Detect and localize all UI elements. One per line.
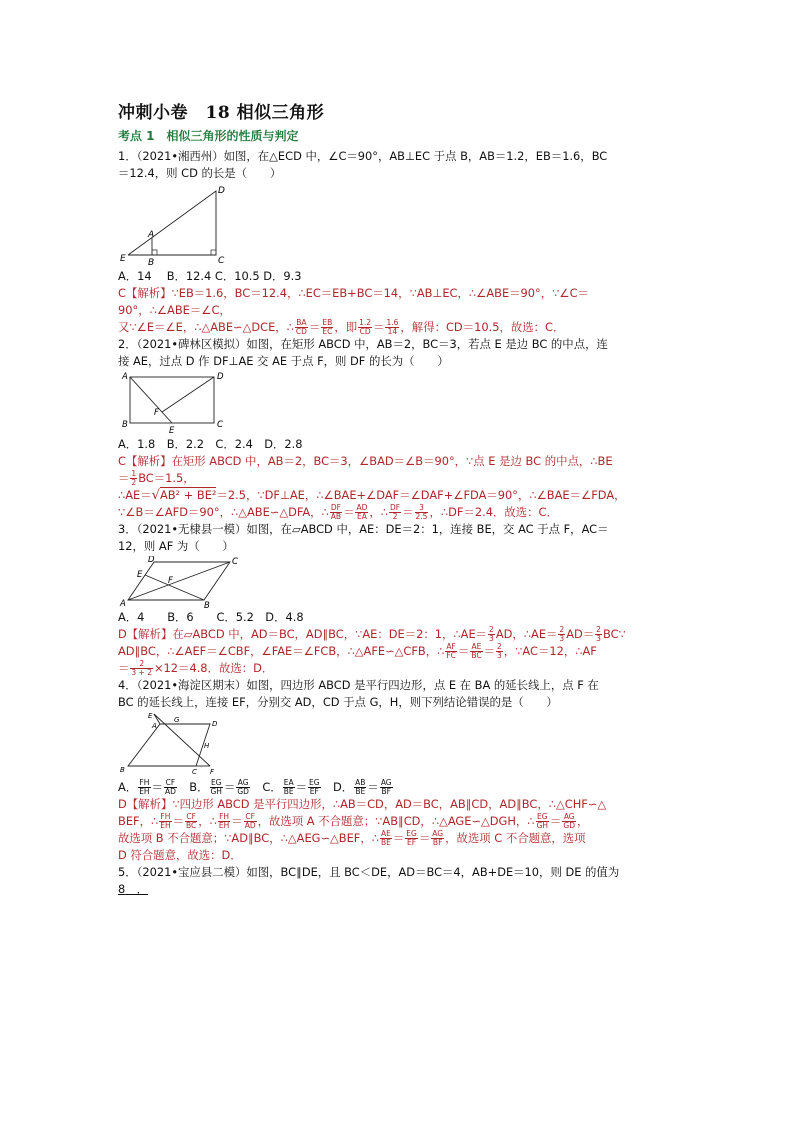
q2-label-A: A <box>122 372 128 382</box>
q2-stem-line2: 接 AE，过点 D 作 DF⊥AE 交 AE 于点 F，则 DF 的长为（ ） <box>118 354 449 368</box>
q4-solution-line2: BEF，∴ $\frac{FH}{EH}$ ＝ $\frac{CF}{BC}$ ，∴ $\frac{FH}{EH}$ ＝ $\frac{CF}{AD}$ ，故选项 A 不合题意；∵AB∥CD，∴△AGE∽△DGH，∴ $\frac{EG}{GH}$ ＝ $\frac{AG}{GD}$ ， <box>118 812 589 830</box>
q3-label-E: E <box>137 570 143 580</box>
q2-solution-line4: ∵∠B＝∠AFD＝90°，∴△ABE∽△DFA，∴ $\frac{DF}{AB}$ ＝ $\frac{AD}{EA}$ ，∴ $\frac{DF}{2}$ ＝ $\frac{3}{2.5}$ ，∴DF＝2.4．故选：C． <box>118 503 558 521</box>
q2-solution-line3: ∴AE＝√AB² + BE²＝2.5，∵DF⊥AE，∴∠BAE+∠DAF＝∠DAF+∠FDA＝90°，∴∠BAE＝∠FDA， <box>118 488 626 503</box>
q2-label-E: E <box>169 426 175 435</box>
q2-label-F: F <box>154 408 159 418</box>
q1-triangle-figure <box>118 183 248 267</box>
worksheet-page <box>118 98 678 898</box>
q1-choices: A．14 B．12.4 C．10.5 D．9.3 <box>118 269 302 283</box>
q1-label-C: C <box>218 256 225 266</box>
q1-label-A: A <box>148 230 155 240</box>
q5-answer: 8 <box>118 882 126 896</box>
q3-stem-line2: 12，则 AF 为（ ） <box>118 539 234 553</box>
q3-choices: A．4 B．6 C．5.2 D．4.8 <box>118 610 304 624</box>
q2-label-D: D <box>217 372 224 382</box>
q4-label-E: E <box>148 712 153 720</box>
q1-label-E: E <box>120 254 126 264</box>
q3-label-B: B <box>204 601 210 608</box>
q3-label-F: F <box>168 576 173 586</box>
q3-stem-line1: 3．（2021•无棣县一模）如图，在▱ABCD 中，AE：DE＝2：1，连接 BE，交 AC 于点 F，AC＝ <box>118 522 609 536</box>
q4-label-A: A <box>152 722 157 730</box>
q4-solution-line3: 故选项 B 不合题意；∵AD∥BC，∴△AEG∽△BEF，∴ $\frac{AE}{BE}$ ＝ $\frac{EG}{EF}$ ＝ $\frac{AG}{BF}$ ，故选项 C 不合题意，选项 <box>118 829 586 847</box>
q3-label-A: A <box>120 599 126 608</box>
q4-label-G: G <box>174 716 180 724</box>
q4-label-H: H <box>204 742 210 750</box>
q3-solution-line1: D【解析】在▱ABCD 中，AD＝BC，AD∥BC，∵AE：DE＝2：1，∴AE＝ $\frac{2}{3}$ AD，∴AE＝ $\frac{2}{3}$ AD＝ $\frac{2}{3}$ BC∵ <box>118 625 626 643</box>
q3-solution-line2: AD∥BC，∴∠AEF＝∠CBF，∠FAE＝∠FCB，∴△AFE∽△CFB，∴ $\frac{AF}{FC}$ ＝ $\frac{AE}{BC}$ ＝ $\frac{2}{3}$ ，∵AC＝12，∴AF <box>118 642 597 660</box>
q2-label-B: B <box>122 420 128 430</box>
q2-rectangle-figure <box>118 371 238 435</box>
q1-stem-line2: ＝12.4，则 CD 的长是（ ） <box>118 166 282 180</box>
q3-label-D: D <box>148 556 155 565</box>
q3-solution-line3: ＝ $\frac{2}{3 + 2}$ ×12＝4.8．故选：D． <box>118 659 274 677</box>
q1-label-B: B <box>148 258 155 267</box>
q2-solution-line1: C【解析】在矩形 ABCD 中，AB＝2，BC＝3，∠BAD＝∠B＝90°，∵点 E 是边 BC 的中点，∴BE <box>118 454 613 468</box>
q2-solution-line2: ＝ $\frac{1}{2}$ BC＝1.5， <box>118 469 195 487</box>
page-title: 冲刺小卷 18 相似三角形 <box>118 103 325 123</box>
q3-label-C: C <box>232 557 238 567</box>
q4-parallelogram-figure <box>118 712 228 778</box>
q1-solution-line3: 又∵∠E＝∠E，∴△ABE∽△DCE，∴ $\frac{BA}{CD}$ ＝ $\frac{EB}{EC}$ ，即 $\frac{1.2}{CD}$ ＝ $\frac{1.6}{14}$ ，解得：CD＝10.5，故选：C． <box>118 318 565 336</box>
q4-solution-line1: D【解析】∵四边形 ABCD 是平行四边形，∴AB＝CD，AD＝BC，AB∥CD，AD∥BC，∴△CHF∽△ <box>118 797 607 811</box>
q4-label-D: D <box>212 720 218 728</box>
q4-label-F: F <box>210 768 215 776</box>
q2-label-C: C <box>217 420 223 430</box>
q1-label-D: D <box>218 186 225 196</box>
section-heading: 考点 1 相似三角形的性质与判定 <box>118 129 299 143</box>
q4-stem-line1: 4．（2021•海淀区期末）如图，四边形 ABCD 是平行四边形，点 E 在 BA 的延长线上，点 F 在 <box>118 678 599 692</box>
q4-choices: A． $\frac{FH}{EH}$ ＝ $\frac{CF}{AD}$ B． $\frac{EG}{GH}$ ＝ $\frac{AG}{GD}$ C． $\frac{EA}{BE}$ ＝ $\frac{EG}{EF}$ D． $\frac{AB}{BE}$ ＝ $\frac{AG}{BF}$ <box>118 778 392 796</box>
q4-stem-line2: BC 的延长线上，连接 EF，分别交 AD，CD 于点 G，H，则下列结论错误的是（ ） <box>118 695 558 709</box>
q1-stem-line1: 1．（2021•湘西州）如图，在△ECD 中，∠C＝90°，AB⊥EC 于点 B，AB＝1.2，EB＝1.6，BC <box>118 149 608 163</box>
q5-stem-line1: 5．（2021•宝应县二模）如图，BC∥DE，且 BC＜DE，AD＝BC＝4，AB+DE＝10，则 DE 的值为 <box>118 865 620 879</box>
q3-parallelogram-figure <box>118 556 248 608</box>
q5-answer-line: 8 ． <box>118 882 149 896</box>
q1-solution-line1: C【解析】∵EB＝1.6，BC＝12.4，∴EC＝EB+BC＝14，∵AB⊥EC，∴∠ABE＝90°，∵∠C＝ <box>118 286 589 300</box>
q4-label-C: C <box>192 768 197 776</box>
q2-stem-line1: 2．（2021•碑林区模拟）如图，在矩形 ABCD 中，AB＝2，BC＝3，若点 E 是边 BC 的中点，连 <box>118 337 608 351</box>
q2-choices: A．1.8 B．2.2 C．2.4 D．2.8 <box>118 437 303 451</box>
q4-label-B: B <box>120 766 125 774</box>
q4-solution-line4: D 符合题意，故选：D． <box>118 848 242 862</box>
q1-solution-line2: 90°，∴∠ABE＝∠C， <box>118 303 231 317</box>
